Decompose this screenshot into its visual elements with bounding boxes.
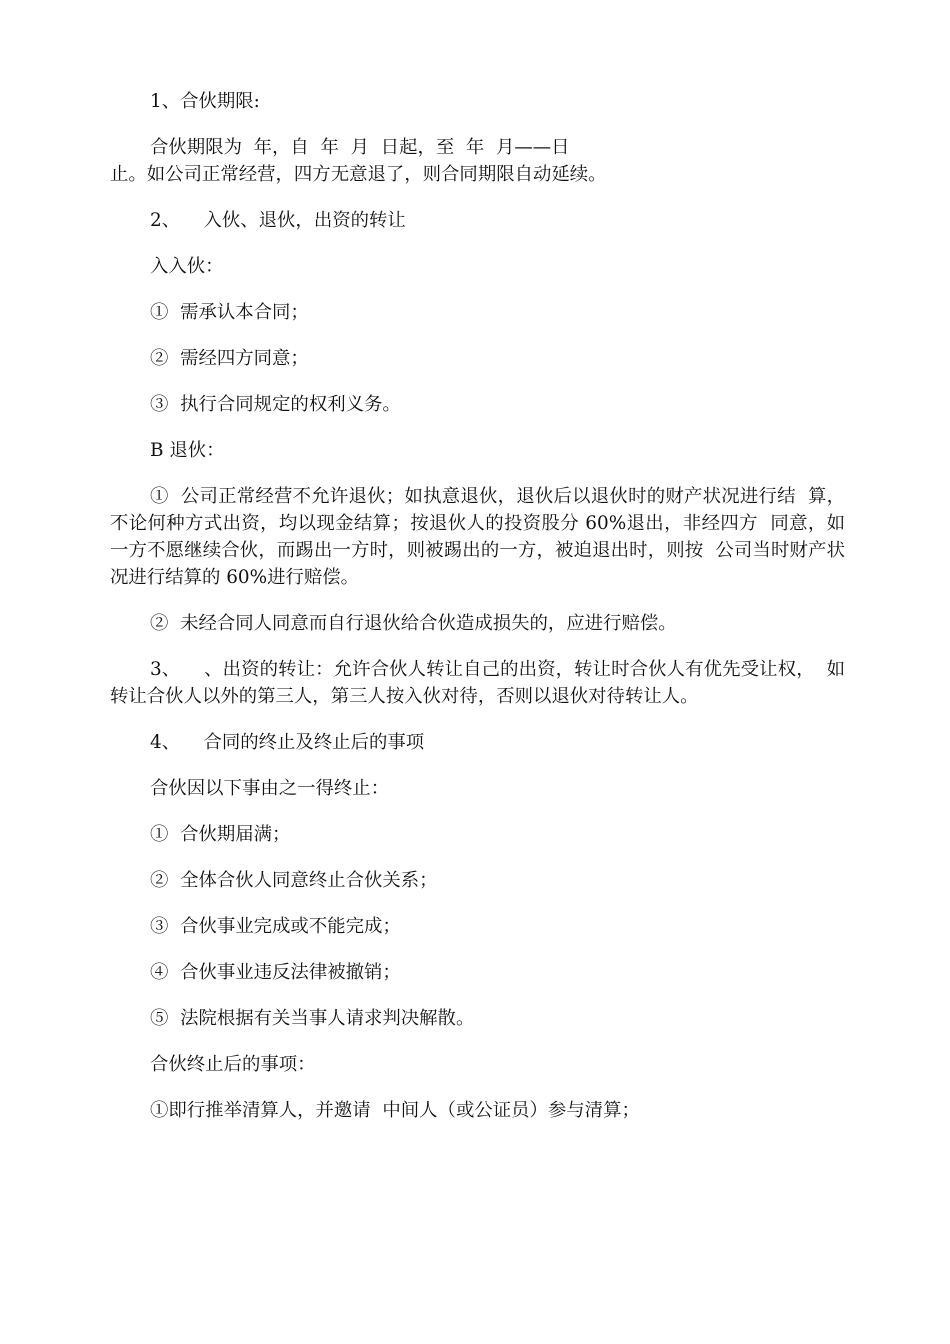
withdraw-subheading: B 退伙： (150, 440, 225, 461)
termination-item-2: ② 全体合伙人同意终止合伙关系； (150, 870, 438, 891)
section-3-paragraph: 3、 、出资的转让：允许合伙人转让自己的出资，转让时合伙人有优先受让权， 如转让合伙人以外的第三人，第三人按入伙对待，否则以退伙对待转让人。 (110, 659, 845, 707)
term-paragraph: 合伙期限为 年，自 年 月 日起，至 年 月——日 止。如公司正常经营，四方无意退了，则合同期限自动延续。 (110, 137, 607, 185)
termination-intro: 合伙因以下事由之一得终止： (150, 778, 390, 799)
join-item-1: ① 需承认本合同； (150, 302, 309, 323)
join-item-2: ② 需经四方同意； (150, 348, 309, 369)
section-1-heading: 1、合伙期限: (150, 91, 260, 112)
withdraw-item-2: ② 未经合同人同意而自行退伙给合伙造成损失的，应进行赔偿。 (150, 613, 677, 634)
join-subheading: 入入伙： (150, 256, 224, 277)
termination-item-3: ③ 合伙事业完成或不能完成； (150, 916, 401, 937)
withdraw-item-1: ① 公司正常经营不允许退伙；如执意退伙，退伙后以退伙时的财产状况进行结 算，不论何种方式出资，均以现金结算；按退伙人的投资股分 60%退出，非经四方 同意，如一方不愿继续合伙，而踢出一方时，则被踢出的一方，被迫退出时，则按 公司当时财产状况进行结算的 60%进行赔偿。 (110, 486, 845, 588)
join-item-3: ③ 执行合同规定的权利义务。 (150, 394, 401, 415)
after-termination-heading: 合伙终止后的事项： (150, 1054, 316, 1075)
after-termination-item-1: ①即行推举清算人，并邀请 中间人（或公证员）参与清算； (150, 1100, 640, 1121)
section-4-heading: 4、 合同的终止及终止后的事项 (150, 732, 425, 753)
section-2-heading: 2、 入伙、退伙，出资的转让 (150, 210, 406, 231)
termination-item-4: ④ 合伙事业违反法律被撤销； (150, 962, 401, 983)
termination-item-5: ⑤ 法院根据有关当事人请求判决解散。 (150, 1008, 475, 1029)
termination-item-1: ① 合伙期届满； (150, 824, 291, 845)
document-body (110, 88, 845, 1143)
